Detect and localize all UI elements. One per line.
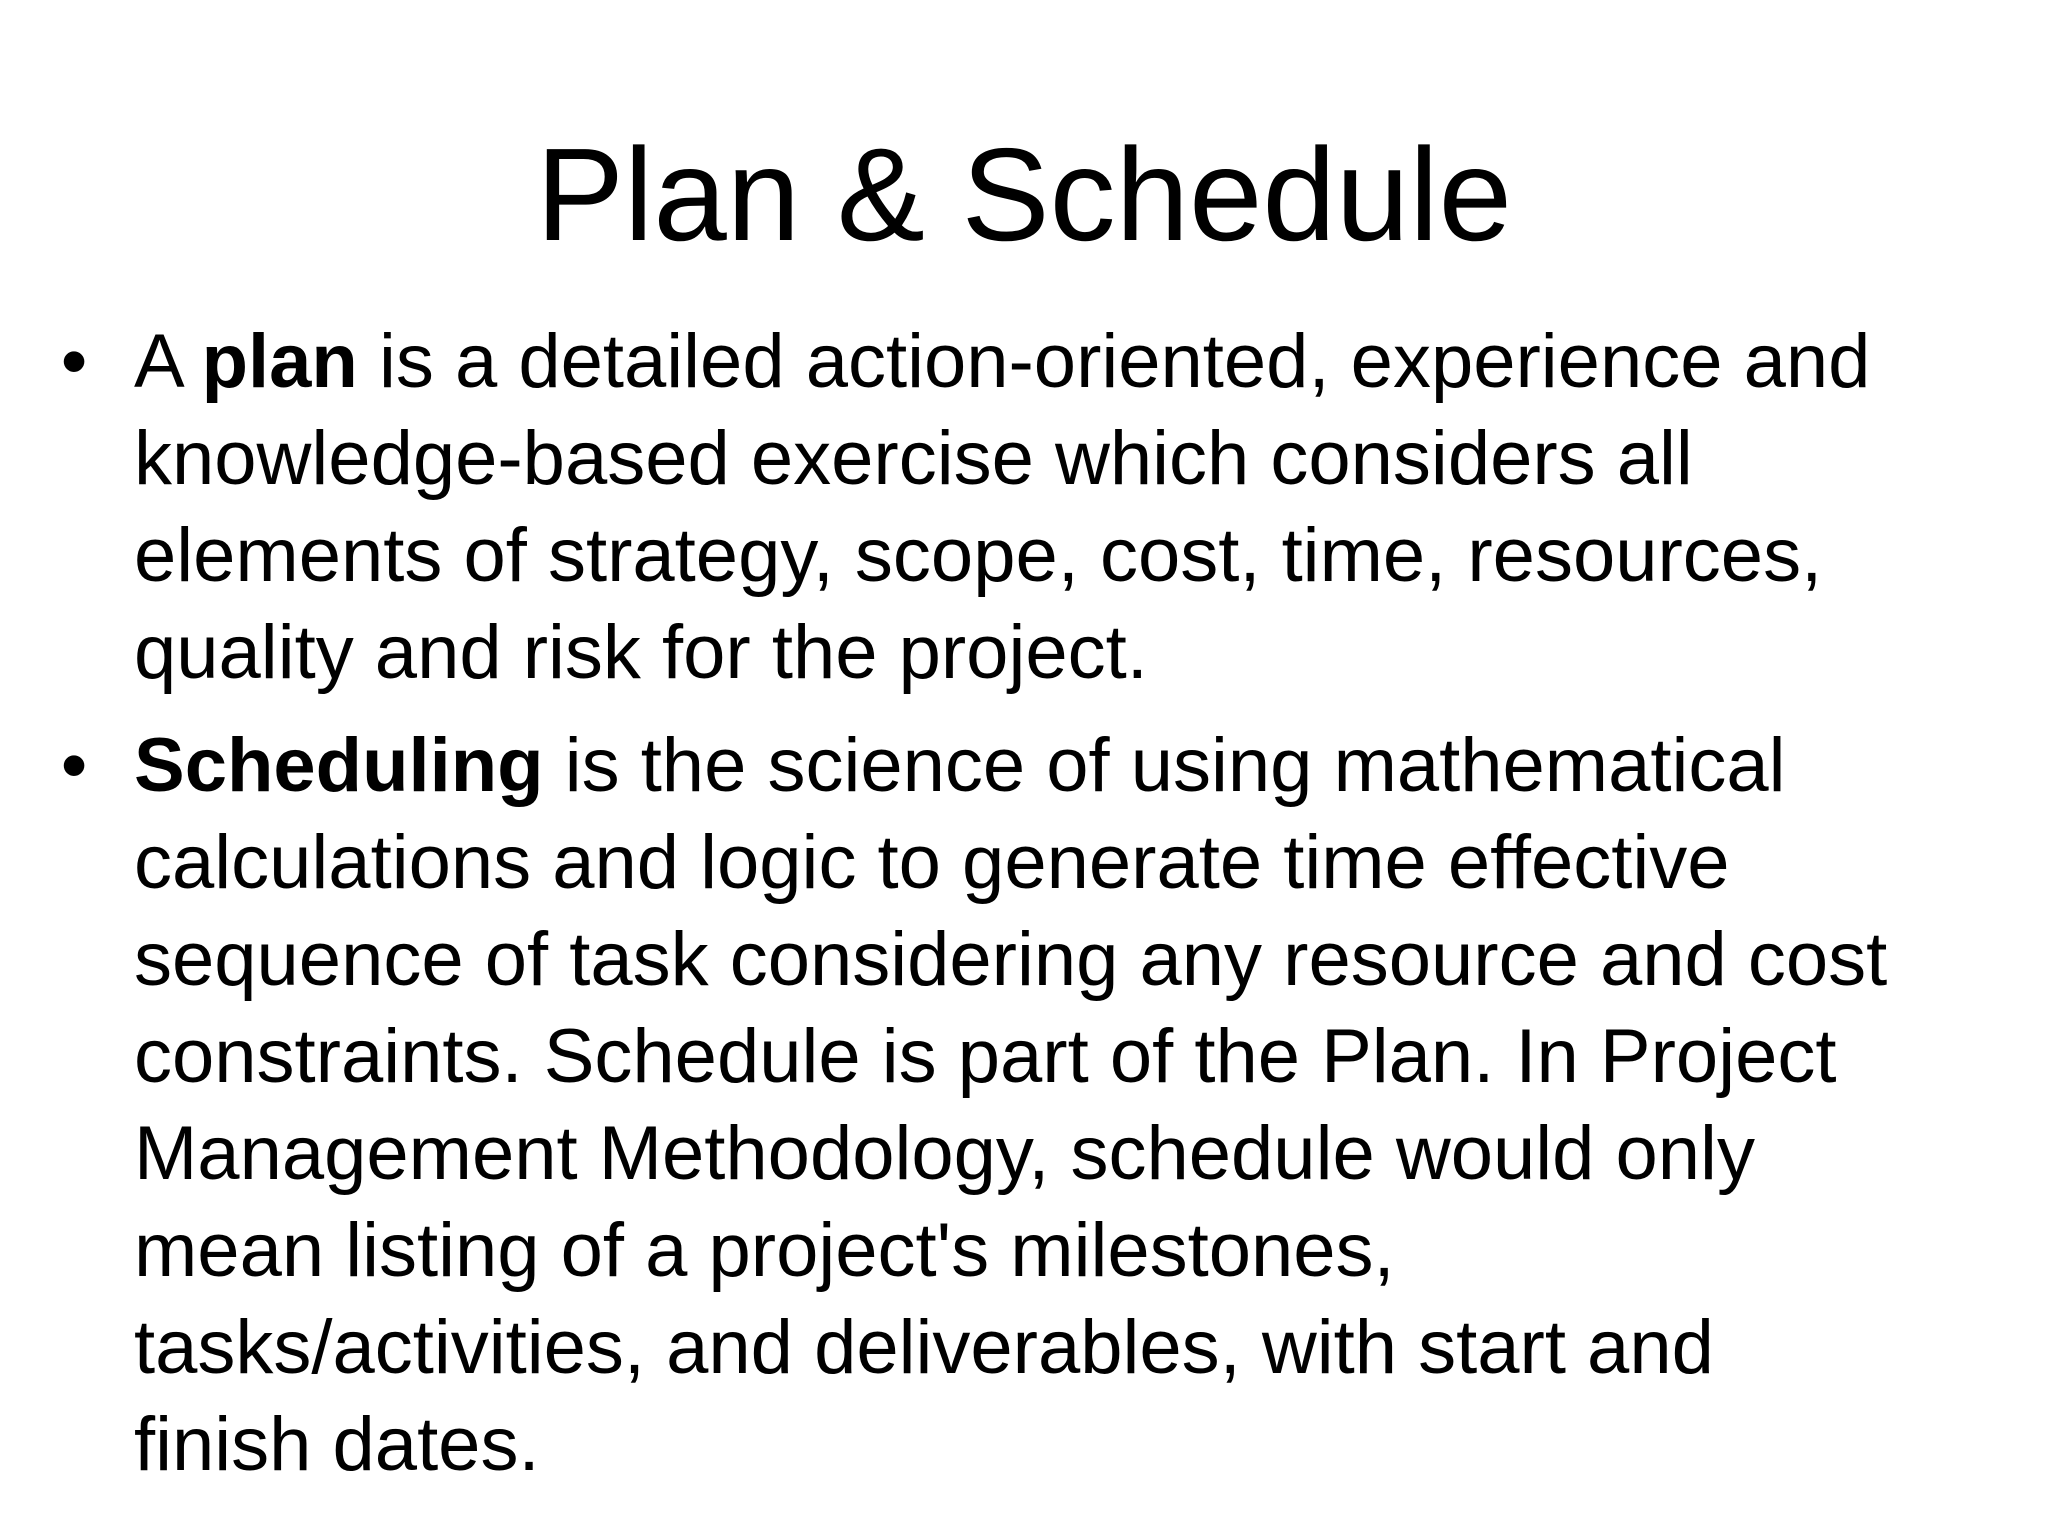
slide-title: Plan & Schedule bbox=[535, 121, 1512, 268]
bullet-line bbox=[134, 313, 2008, 410]
bullet-icon: • bbox=[60, 723, 88, 808]
bullet-scheduling-definition bbox=[0, 717, 2048, 1493]
bullet-plan-definition bbox=[0, 313, 2048, 701]
bullet-line: mean listing of a project's milestones, bbox=[134, 1208, 1395, 1293]
line-text: is a detailed action-oriented, experience and bbox=[357, 319, 1871, 404]
bullet-line: constraints. Schedule is part of the Plan. In Project bbox=[134, 1014, 1837, 1099]
bullet-line: tasks/activities, and deliverables, with start and bbox=[134, 1305, 1714, 1390]
bullet-line: elements of strategy, scope, cost, time, resources, bbox=[134, 513, 1823, 598]
line-lead-text: A bbox=[134, 319, 202, 404]
term-plan: plan bbox=[201, 319, 358, 404]
bullet-line: calculations and logic to generate time effective bbox=[134, 820, 1730, 905]
bullet-line: sequence of task considering any resource and cost bbox=[134, 917, 1888, 1002]
bullet-line: knowledge-based exercise which considers all bbox=[134, 416, 1693, 501]
line-text: is the science of using mathematical bbox=[543, 723, 1786, 808]
bullet-line: finish dates. bbox=[134, 1402, 540, 1487]
bullet-list bbox=[0, 313, 2048, 1509]
bullet-line: quality and risk for the project. bbox=[134, 610, 1148, 695]
bullet-line bbox=[134, 717, 2008, 814]
term-scheduling: Scheduling bbox=[134, 723, 544, 808]
bullet-line: Management Methodology, schedule would only bbox=[134, 1111, 1755, 1196]
bullet-icon: • bbox=[60, 319, 88, 404]
